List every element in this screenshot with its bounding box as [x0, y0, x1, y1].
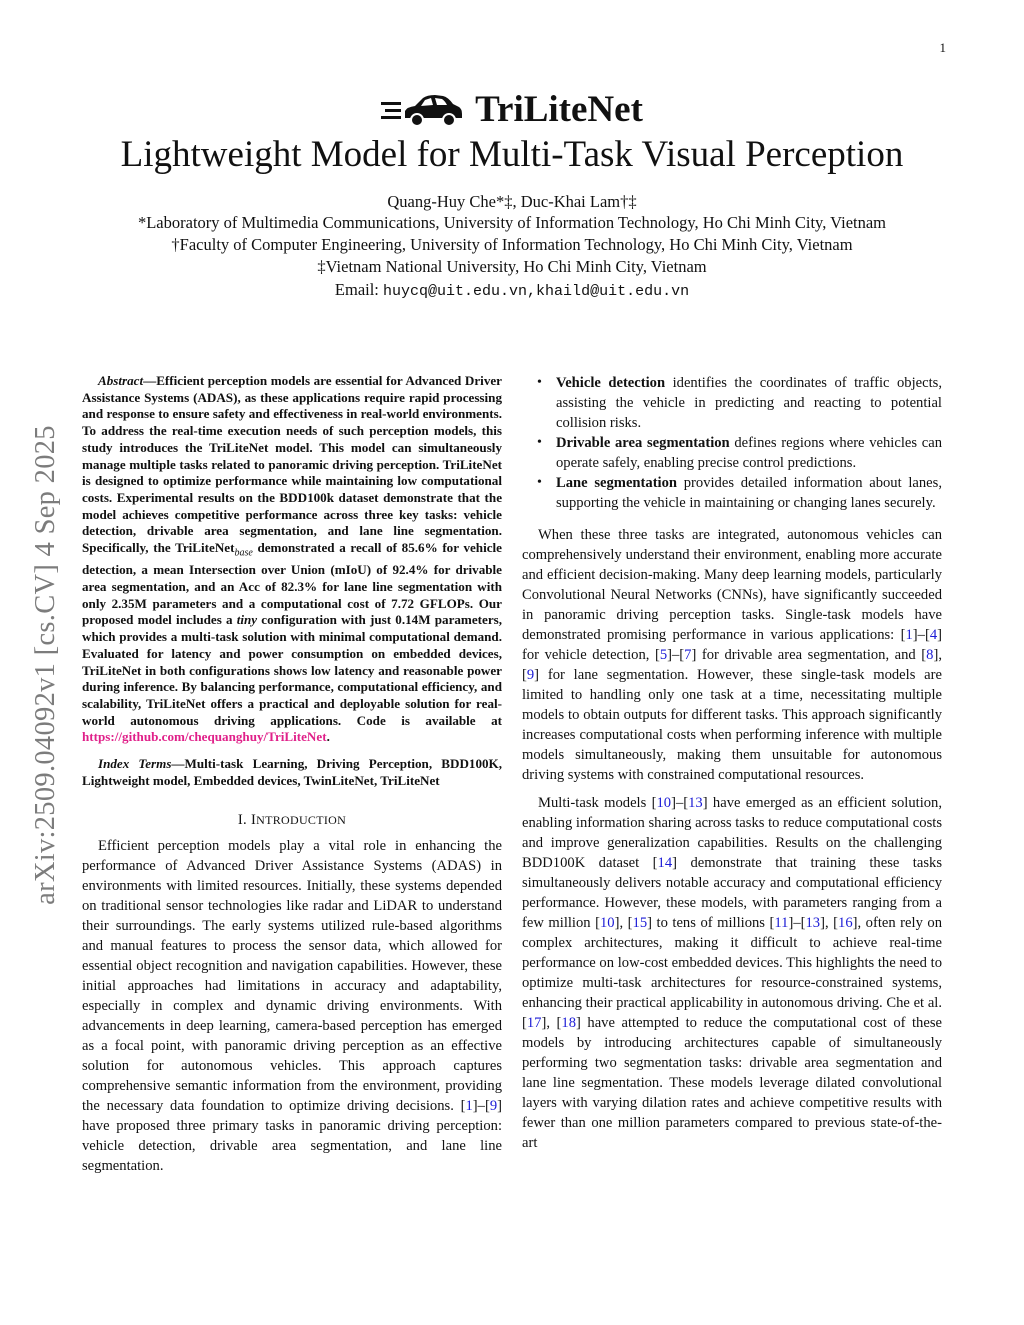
paragraph-multitask: Multi-task models [10]–[13] have emerged as an efficient solution, enabling information sharing across tasks to reduce computational costs and improve generalization capabilities. Results on the challenging BDD100K dataset [14] demonstrate that training these tasks simultaneously delivers notable accuracy and computational efficiency performance. However, these models, with parameters ranging from a few million [10], [15] to tens of millions [11]–[13], [16], often rely on complex architectures, making it difficult to achieve real-time performance on low-cost embedded devices. This highlights the need to optimize multi-task architectures for resource-constrained systems, enhancing their practical applicability in autonomous driving. Che et al. [17], [18] have attempted to reduce the computational cost of these models by introducing architectures capable of simultaneously performing two segmentation tasks: drivable area segmentation and lane line segmentation. These models leverage dilated convolutional layers with varying dilation rates and achieve competitive results with fewer than one million parameters compared to previous state-of-the-art	[522, 795, 942, 1151]
list-item: • Vehicle detection identifies the coordinates of traffic objects, assisting the vehicle in predicting and reacting to potential collision risks.	[537, 375, 942, 431]
code-link[interactable]: https://github.com/chequanghuy/TriLiteNet	[82, 729, 327, 745]
title-line	[0, 88, 1024, 131]
arxiv-stamp: arXiv:2509.04092v1 [cs.CV] 4 Sep 2025	[30, 425, 61, 905]
abstract: Abstract—Efficient perception models are essential for Advanced Driver Assistance Systems (ADAS), as these applications require rapid processing and response to ensure safety and effectiveness in real-world environments. To address the real-time execution needs of such perception models, this study introduces the TriLiteNet model. This model can simultaneously manage multiple tasks related to panoramic driving perception. TriLiteNet is designed to optimize performance while maintaining low computational costs. Experimental results on the BDD100k dataset demonstrate that the model achieves competitive performance across three key tasks: vehicle detection, drivable area segmentation, and lane line segmentation. Specifically, the TriLiteNet$_{base}$ demonstrated a recall of 85.6% for vehicle detection, a mean Intersection over Union (mIoU) of 92.4% for drivable area segmentation, and an Acc of 82.3% for lane line segmentation with only 2.35M parameters and a computational cost of 7.72 GFLOPs. Our proposed model includes a tiny configuration with just 0.14M parameters, which provides a multi-task solution with minimal computational demand. Evaluated for latency and power consumption on embedded devices, TriLiteNet in both configurations shows low latency and reasonable power during inference. By balancing performance, computational efficiency, and scalability, TriLiteNet offers a practical and deployable solution for real-world autonomous driving applications. Code is available at https://github.com/chequanghuy/TriLiteNet.	[82, 373, 503, 745]
paragraph-integration: When these three tasks are integrated, autonomous vehicles can comprehensively understand their environment, enabling more accurate and efficient decision-making. Many deep learning models, particularly Convolutional Neural Networks (CNNs), have significantly succeeded in panoramic driving perception tasks. Single-task models have demonstrated promising performance in various applications: [1]–[4] for vehicle detection, [5]–[7] for drivable area segmentation, and [8], [9] for lane segmentation. However, these single-task models are limited to handling only one task at a time, necessitating multiple models to obtain outputs for different tasks. This approach significantly increases computational costs when performing inference with multiple models simultaneously, making them unsuitable for autonomous driving systems with constrained computational resources.	[522, 527, 942, 783]
citation[interactable]: 14	[657, 855, 673, 871]
citation[interactable]: 5	[659, 647, 668, 663]
index-terms: Index Terms—Multi-task Learning, Driving Perception, BDD100K, Lightweight model, Embedded devices, TwinLiteNet, TriLiteNet	[82, 756, 502, 788]
email-addresses[interactable]: huycq@uit.edu.vn,khaild@uit.edu.vn	[383, 283, 690, 300]
email-label: Email:	[334, 280, 384, 299]
affiliation-2: †Faculty of Computer Engineering, University of Information Technology, Ho Chi Minh City, Vietnam	[171, 235, 853, 254]
list-item: • Drivable area segmentation defines regions where vehicles can operate safely, enabling precise control predictions.	[537, 435, 942, 471]
citation[interactable]: 9	[526, 667, 535, 683]
citation[interactable]: 16	[838, 915, 853, 931]
citation[interactable]: 1	[465, 1098, 473, 1115]
right-column	[522, 373, 942, 1153]
citation[interactable]: 17	[526, 1015, 542, 1031]
citation[interactable]: 13	[805, 915, 821, 931]
citation[interactable]: 9	[489, 1098, 498, 1115]
task-list	[522, 373, 942, 513]
citation[interactable]: 10	[656, 795, 672, 811]
left-column	[82, 373, 502, 1176]
authors: Quang-Huy Che*‡, Duc-Khai Lam†‡	[387, 192, 637, 211]
citation[interactable]: 13	[688, 795, 703, 811]
paper-subtitle: Lightweight Model for Multi-Task Visual Perception	[120, 134, 904, 175]
citation[interactable]: 1	[905, 627, 913, 643]
citation[interactable]: 10	[599, 915, 615, 931]
affiliation-3: ‡Vietnam National University, Ho Chi Minh City, Vietnam	[317, 257, 707, 276]
citation[interactable]: 15	[632, 915, 648, 931]
abstract-lead: Abstract	[98, 373, 144, 388]
paper-title: TriLiteNet	[475, 89, 643, 130]
section-heading-introduction: I. INTRODUCTION	[237, 812, 347, 829]
list-item: • Lane segmentation provides detailed information about lanes, supporting the vehicle in maintaining or changing lanes securely.	[537, 475, 942, 511]
email-line	[0, 280, 1024, 300]
citation[interactable]: 7	[684, 647, 692, 663]
citation[interactable]: 8	[926, 647, 934, 663]
citation[interactable]: 4	[929, 627, 938, 643]
citation[interactable]: 11	[774, 915, 789, 931]
car-speed-icon	[381, 90, 463, 130]
intro-paragraph-1: Efficient perception models play a vital role in enhancing the performance of Advanced Driver Assistance Systems (ADAS) in environments with limited resources. Initially, these systems depended on traditional sensor technologies like radar and LiDAR to understand their surroundings. The early systems utilized rule-based algorithms and manual features to process the sensor data, which allowed for essential object recognition and navigation capabilities. However, these initial approaches had limitations in accuracy and adaptability, especially in complex and dynamic driving environments. With advancements in deep learning, camera-based perception has emerged as a focal point, with panoramic driving perception as an effective solution for autonomous vehicles. This approach captures comprehensive semantic information from the environment, providing the necessary data foundation to optimize driving decisions. [1]–[9] have proposed three primary tasks in panoramic driving perception: vehicle detection, drivable area segmentation, and lane line segmentation.	[82, 838, 502, 1175]
affiliation-1: *Laboratory of Multimedia Communications, University of Information Technology, Ho Chi Minh City, Vietnam	[137, 213, 887, 232]
paper-header	[0, 88, 1024, 300]
citation[interactable]: 18	[561, 1015, 576, 1031]
page-number: 1	[939, 40, 946, 55]
